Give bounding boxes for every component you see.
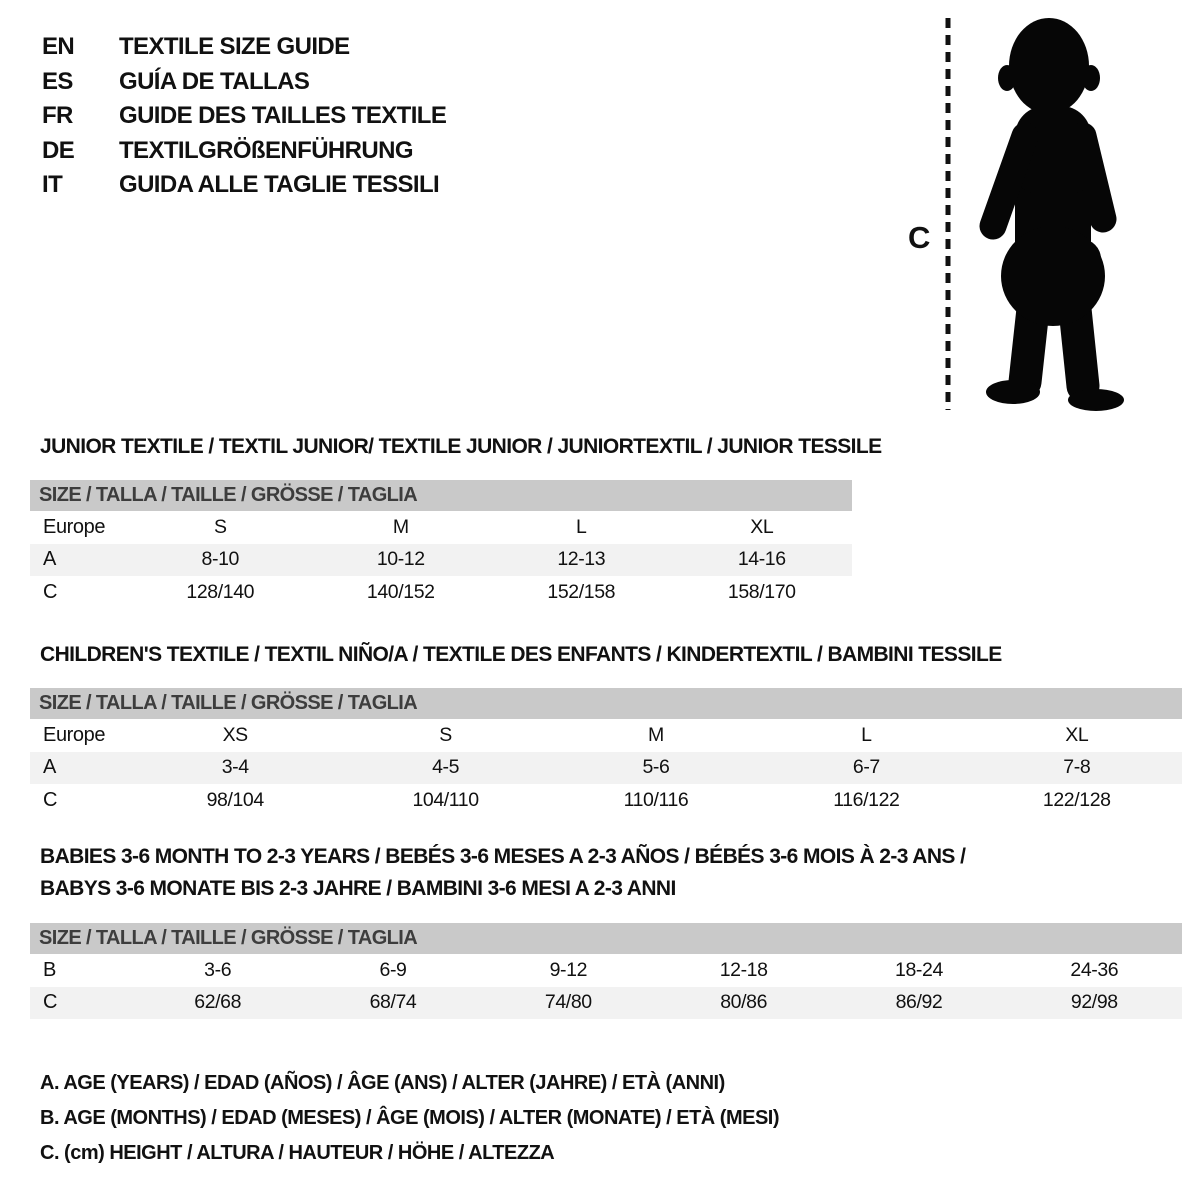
value-cell: 98/104 (206, 788, 264, 811)
value-cell: 104/110 (412, 788, 479, 811)
table-row (30, 511, 852, 544)
size-header-band: SIZE / TALLA / TAILLE / GRÖSSE / TAGLIA (30, 923, 1182, 954)
row-label-cell: B (43, 958, 56, 981)
value-cell: 80/86 (720, 991, 768, 1014)
value-cell: 12-18 (719, 958, 768, 981)
value-cell: 18-24 (895, 958, 943, 981)
language-row-en (42, 30, 446, 65)
value-cell: S (439, 723, 452, 746)
language-row-it (42, 168, 446, 203)
guide-title: GUIDE DES TAILLES TEXTILE (119, 102, 447, 129)
table-row (30, 784, 1182, 817)
value-cell: 110/116 (623, 788, 689, 811)
value-cell: 9-12 (549, 958, 588, 981)
language-row-es (42, 65, 446, 100)
legend-line-c: C. (cm) HEIGHT / ALTURA / HAUTEUR / HÖHE / ALTEZZA (40, 1142, 555, 1164)
value-cell: 122/128 (1042, 788, 1111, 811)
value-cell: 140/152 (366, 580, 435, 603)
language-code: EN (42, 33, 75, 60)
row-label-cell: Europe (43, 515, 106, 538)
children-size-table (30, 719, 1182, 817)
value-cell: 92/98 (1070, 991, 1118, 1014)
table-row (30, 544, 852, 577)
height-measure-figure (898, 6, 1160, 422)
language-code: ES (42, 67, 73, 95)
table-row (30, 752, 1182, 785)
row-label-cell: C (43, 580, 58, 603)
value-cell: 152/158 (547, 580, 616, 603)
value-cell: 86/92 (895, 991, 943, 1014)
section-babies-textile (30, 842, 1182, 1019)
value-cell: 158/170 (727, 580, 796, 603)
value-cell: 6-7 (852, 756, 880, 779)
table-row (30, 954, 1182, 987)
guide-title: GUIDA ALLE TAGLIE TESSILI (119, 171, 440, 198)
value-cell: 116/122 (833, 788, 900, 811)
language-code: IT (42, 171, 63, 198)
section-title: JUNIOR TEXTILE / TEXTIL JUNIOR/ TEXTILE JUNIOR / JUNIORTEXTIL / JUNIOR TESSILE (40, 435, 882, 458)
value-cell: L (576, 515, 587, 538)
value-cell: 7-8 (1063, 756, 1091, 779)
value-cell: M (648, 723, 664, 746)
measurement-legend (40, 1066, 779, 1171)
table-row (30, 576, 852, 609)
language-code: DE (42, 136, 75, 164)
value-cell: 128/140 (186, 580, 255, 603)
value-cell: 12-13 (557, 548, 606, 571)
language-title-list (42, 30, 446, 203)
section-title-line2: BABYS 3-6 MONATE BIS 2-3 JAHRE / BAMBINI 3-6 MESI A 2-3 ANNI (40, 877, 676, 900)
value-cell: XS (222, 723, 248, 746)
value-cell: 10-12 (376, 548, 425, 571)
value-cell: 8-10 (201, 548, 239, 571)
babies-size-table (30, 954, 1182, 1019)
value-cell: 5-6 (642, 756, 670, 779)
guide-title: TEXTILGRÖßENFÜHRUNG (119, 136, 413, 164)
row-label-cell: C (43, 788, 58, 811)
row-label-cell: A (43, 548, 56, 571)
language-row-de (42, 134, 446, 169)
row-label-cell: Europe (43, 723, 106, 746)
junior-size-table (30, 511, 852, 609)
value-cell: M (392, 515, 409, 538)
guide-title: TEXTILE SIZE GUIDE (119, 33, 350, 60)
section-title: CHILDREN'S TEXTILE / TEXTIL NIÑO/A / TEXTILE DES ENFANTS / KINDERTEXTIL / BAMBINI TESSILE (40, 643, 1002, 666)
value-cell: 6-9 (379, 958, 407, 981)
table-row (30, 719, 1182, 752)
height-measure-label: C (908, 220, 931, 255)
legend-line-a: A. AGE (YEARS) / EDAD (AÑOS) / ÂGE (ANS) / ALTER (JAHRE) / ETÀ (ANNI) (40, 1072, 725, 1094)
table-row (30, 987, 1182, 1020)
language-row-fr (42, 99, 446, 134)
section-children-textile (30, 640, 1182, 817)
value-cell: 14-16 (737, 548, 786, 571)
value-cell: S (213, 515, 227, 538)
value-cell: 68/74 (369, 991, 417, 1014)
section-junior-textile (30, 432, 882, 609)
section-title-line1: BABIES 3-6 MONTH TO 2-3 YEARS / BEBÉS 3-6 MESES A 2-3 AÑOS / BÉBÉS 3-6 MOIS À 2-3 ANS / (40, 845, 966, 868)
language-code: FR (42, 102, 73, 129)
value-cell: 3-6 (204, 958, 232, 981)
value-cell: 24-36 (1070, 958, 1119, 981)
baby-silhouette-icon (986, 18, 1124, 411)
value-cell: XL (1065, 723, 1089, 746)
value-cell: L (861, 723, 872, 746)
legend-line-b: B. AGE (MONTHS) / EDAD (MESES) / ÂGE (MOIS) / ALTER (MONATE) / ETÀ (MESI) (40, 1107, 780, 1129)
size-header-band: SIZE / TALLA / TAILLE / GRÖSSE / TAGLIA (30, 480, 852, 511)
value-cell: XL (750, 515, 774, 538)
value-cell: 4-5 (432, 756, 460, 779)
guide-title: GUÍA DE TALLAS (119, 67, 310, 95)
value-cell: 62/68 (194, 991, 242, 1014)
value-cell: 74/80 (544, 991, 592, 1014)
row-label-cell: C (43, 991, 58, 1014)
value-cell: 3-4 (221, 756, 249, 779)
row-label-cell: A (43, 756, 56, 779)
size-header-band: SIZE / TALLA / TAILLE / GRÖSSE / TAGLIA (30, 688, 1182, 719)
